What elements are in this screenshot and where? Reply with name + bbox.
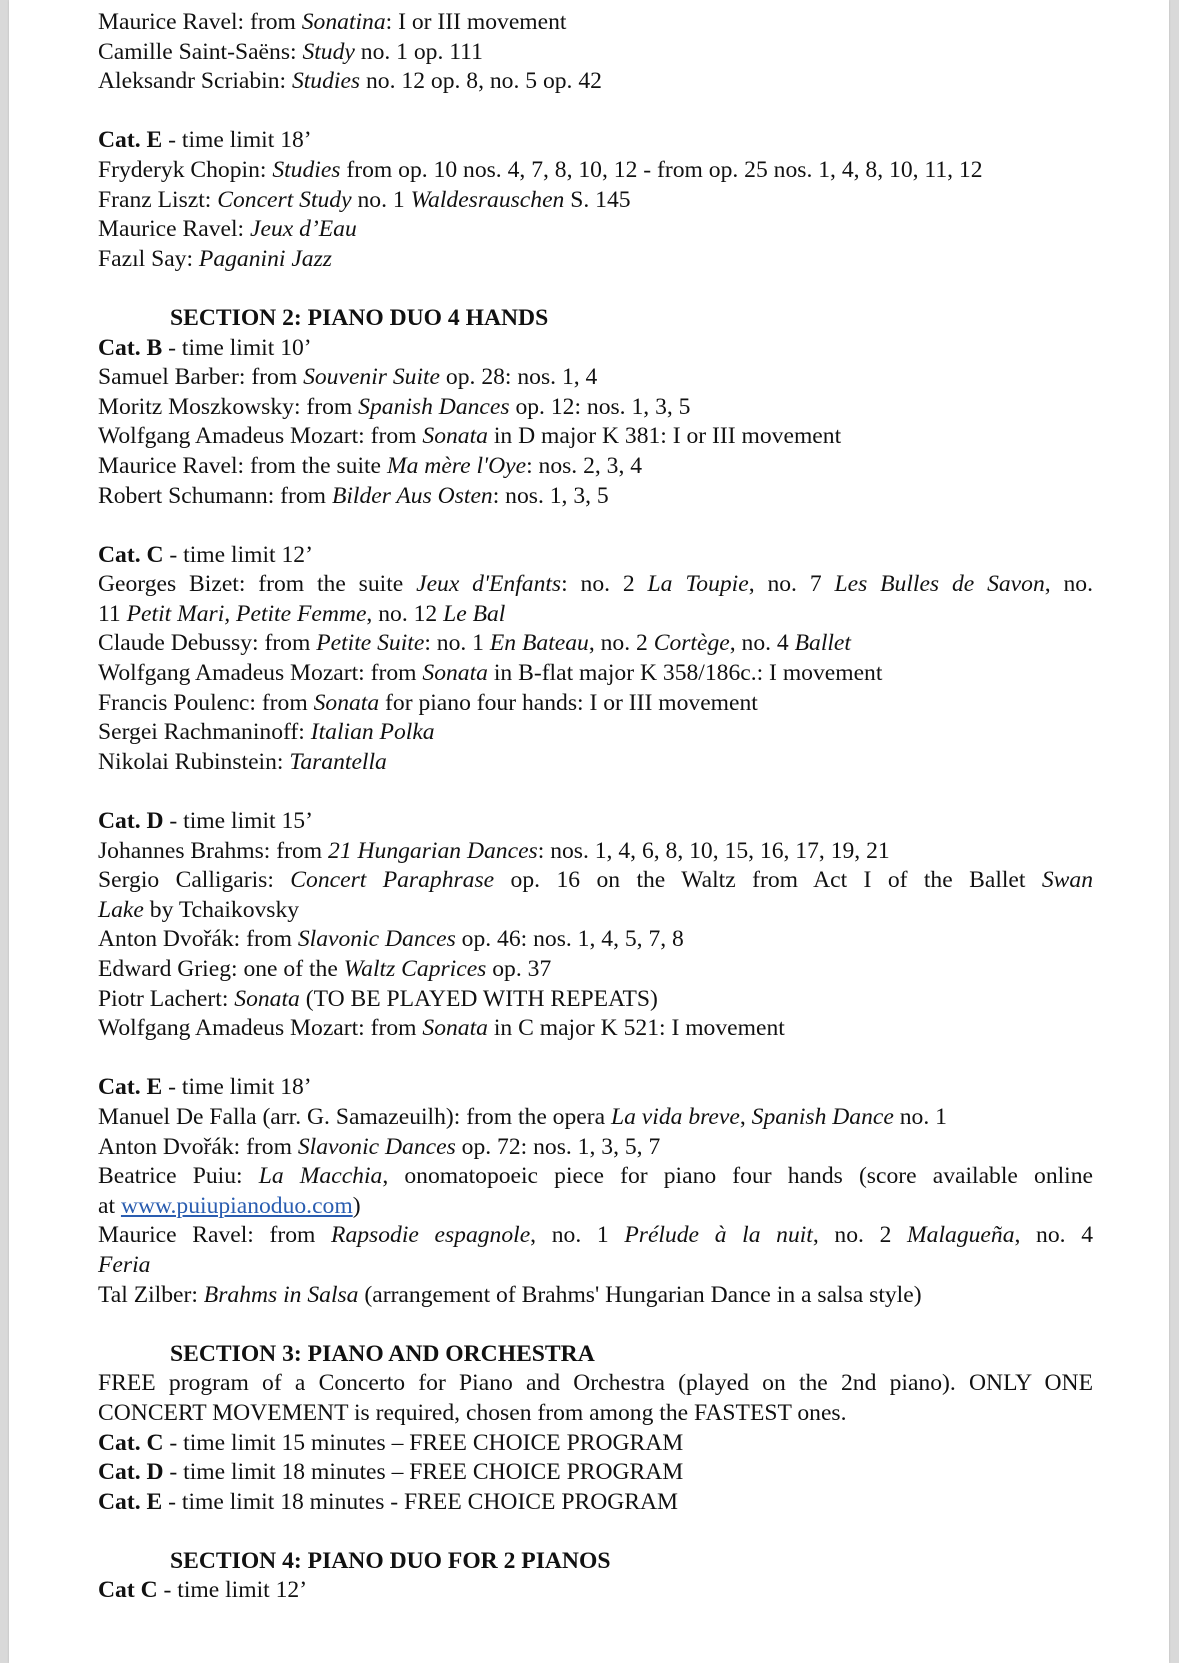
text-line <box>98 1458 1093 1488</box>
text-run: : nos. 2, 3, 4 <box>526 452 643 479</box>
text-line <box>98 1162 1093 1192</box>
text-line <box>98 156 1093 186</box>
text-run: , no. 12 <box>366 600 444 627</box>
text-line <box>98 570 1093 600</box>
text-run: Moritz Moszkowsky: from <box>98 393 359 420</box>
work-title: Waldesrauschen <box>410 186 565 213</box>
text-run: (arrangement of Brahms' Hungarian Dance in a salsa style) <box>358 1281 922 1308</box>
text-line <box>98 1488 1093 1518</box>
document-body <box>98 8 1093 1606</box>
text-line <box>98 1221 1093 1251</box>
text-line <box>98 1399 1093 1429</box>
text-line <box>98 1281 1093 1311</box>
text-line <box>98 1576 1093 1606</box>
paragraph-spacer <box>98 1044 1093 1074</box>
text-line <box>98 896 1093 926</box>
text-run: , <box>739 1103 752 1130</box>
work-title: Study <box>302 38 355 65</box>
paragraph-spacer <box>98 1310 1093 1340</box>
category-label: Cat. E <box>98 127 163 154</box>
text-run: Wolfgang Amadeus Mozart: from <box>98 1015 423 1042</box>
work-title: Lake <box>98 896 144 923</box>
text-run: Maurice Ravel: <box>98 216 250 243</box>
text-run: , no. 1 <box>530 1222 625 1249</box>
text-run: Maurice Ravel: from <box>98 9 302 35</box>
text-line <box>98 925 1093 955</box>
work-title: 21 Hungarian Dances <box>328 837 538 864</box>
text-line <box>98 718 1093 748</box>
text-run: no. 1 op. 111 <box>354 38 483 65</box>
work-title: Jeux d'Enfants <box>416 571 562 598</box>
text-line <box>98 659 1093 689</box>
text-run: Georges Bizet: from the suite <box>98 571 417 598</box>
text-run: - time limit 10’ <box>162 334 312 361</box>
text-run: Wolfgang Amadeus Mozart: from <box>98 660 423 687</box>
text-run: Anton Dvořák: from <box>98 926 298 953</box>
text-run: Aleksandr Scriabin: <box>98 68 292 95</box>
text-line <box>98 334 1093 364</box>
text-run: Anton Dvořák: from <box>98 1133 298 1160</box>
work-title: En Bateau <box>489 630 589 657</box>
text-line <box>98 126 1093 156</box>
text-run: Wolfgang Amadeus Mozart: from <box>98 423 423 450</box>
text-run: : no. 1 <box>424 630 490 657</box>
text-line <box>98 215 1093 245</box>
text-line <box>98 866 1093 896</box>
text-line <box>98 452 1093 482</box>
work-title: Feria <box>98 1251 151 1278</box>
work-title: Les Bulles de Savon <box>834 571 1045 598</box>
text-run: Claude Debussy: from <box>98 630 317 657</box>
work-title: Ballet <box>794 630 851 657</box>
text-run: Manuel De Falla (arr. G. Samazeuilh): from the opera <box>98 1103 611 1130</box>
text-run: by Tchaikovsky <box>143 896 300 923</box>
text-run: at <box>98 1192 121 1219</box>
text-line <box>98 955 1093 985</box>
text-run: , no. 4 <box>729 630 795 657</box>
text-run: op. 46: nos. 1, 4, 5, 7, 8 <box>455 926 684 953</box>
work-title: Slavonic Dances <box>297 926 456 953</box>
text-run: Sergei Rachmaninoff: <box>98 719 311 746</box>
text-line <box>98 837 1093 867</box>
text-run: CONCERT MOVEMENT is required, chosen from among the FASTEST ones. <box>98 1399 847 1426</box>
category-label: Cat C <box>98 1577 158 1604</box>
work-title: Sonata <box>422 423 488 450</box>
section-heading <box>98 304 1093 334</box>
text-line <box>98 629 1093 659</box>
text-run: : nos. 1, 4, 6, 8, 10, 15, 16, 17, 19, 21 <box>537 837 890 864</box>
category-label: Cat. C <box>98 541 164 568</box>
text-line <box>98 689 1093 719</box>
text-run: - time limit 18 minutes - FREE CHOICE PROGRAM <box>162 1488 679 1515</box>
work-title: Studies <box>272 156 341 183</box>
text-run: Fryderyk Chopin: <box>98 156 273 183</box>
text-run: Piotr Lachert: <box>98 985 235 1012</box>
text-line <box>98 8 1093 38</box>
text-run: 11 <box>98 600 127 627</box>
text-run: , no. 2 <box>812 1222 908 1249</box>
work-title: La vida breve <box>610 1103 740 1130</box>
work-title: Spanish Dances <box>358 393 510 420</box>
text-run: - time limit 18’ <box>162 1074 312 1101</box>
text-line <box>98 67 1093 97</box>
text-run: no. 1 <box>893 1103 947 1130</box>
text-run: : I or III movement <box>385 9 567 35</box>
work-title: Sonata <box>234 985 300 1012</box>
work-title: Prélude à la nuit <box>624 1222 813 1249</box>
text-run: from op. 10 nos. 4, 7, 8, 10, 12 - from op. 25 nos. 1, 4, 8, 10, 11, 12 <box>340 156 983 183</box>
text-run: op. 37 <box>486 956 552 982</box>
category-label: Cat. D <box>98 808 164 835</box>
category-label: Cat. B <box>98 334 163 361</box>
work-title: Concert Study <box>217 186 352 213</box>
work-title: Cortège <box>653 630 730 657</box>
work-title: Tarantella <box>289 748 387 775</box>
text-run: in C major K 521: I movement <box>487 1015 785 1042</box>
text-run: : nos. 1, 3, 5 <box>492 482 609 509</box>
text-run: Maurice Ravel: from <box>98 1222 332 1249</box>
text-run: - time limit 18’ <box>162 127 312 154</box>
section-heading <box>98 1340 1093 1370</box>
category-label: Cat. E <box>98 1074 163 1101</box>
text-line <box>98 1429 1093 1459</box>
work-title: Souvenir Suite <box>303 364 441 391</box>
text-line <box>98 541 1093 571</box>
document-page <box>9 0 1169 1663</box>
text-run: SECTION 2: PIANO DUO 4 HANDS <box>170 304 549 331</box>
text-line <box>98 38 1093 68</box>
text-line <box>98 422 1093 452</box>
text-line <box>98 186 1093 216</box>
text-run: Sergio Calligaris: <box>98 867 291 894</box>
text-line <box>98 245 1093 275</box>
text-line <box>98 1073 1093 1103</box>
text-line <box>98 985 1093 1015</box>
paragraph-spacer <box>98 97 1093 127</box>
text-run: - time limit 18 minutes – FREE CHOICE PROGRAM <box>163 1459 684 1486</box>
paragraph-spacer <box>98 274 1093 304</box>
work-title: Swan <box>1041 867 1094 894</box>
text-run: op. 12: nos. 1, 3, 5 <box>509 393 691 420</box>
text-run: SECTION 3: PIANO AND ORCHESTRA <box>170 1340 595 1367</box>
text-run: op. 16 on the Waltz from Act I of the Ballet <box>494 867 1042 894</box>
text-line <box>98 1251 1093 1281</box>
text-line <box>98 482 1093 512</box>
work-title: Paganini Jazz <box>198 245 332 272</box>
text-run: , no. <box>1044 571 1094 598</box>
text-run: no. 12 op. 8, no. 5 op. 42 <box>360 68 602 95</box>
text-run: Francis Poulenc: from <box>98 689 314 716</box>
text-line <box>98 807 1093 837</box>
work-title: Jeux d’Eau <box>250 216 357 243</box>
text-line <box>98 363 1093 393</box>
work-title: Petite Suite <box>316 630 425 657</box>
text-run: Tal Zilber: <box>98 1281 204 1308</box>
work-title: Waltz Caprices <box>343 956 487 982</box>
text-run: - time limit 12’ <box>157 1577 308 1604</box>
text-run: Johannes Brahms: from <box>98 837 329 864</box>
paragraph-spacer <box>98 777 1093 807</box>
work-title: Ma mère l'Oye <box>386 452 527 479</box>
text-run: in B-flat major K 358/186c.: I movement <box>487 660 883 687</box>
section-heading <box>98 1547 1093 1577</box>
text-line <box>98 1192 1093 1222</box>
text-run: - time limit 15 minutes – FREE CHOICE PROGRAM <box>163 1429 684 1456</box>
text-run: S. 145 <box>564 186 631 213</box>
text-run: op. 72: nos. 1, 3, 5, 7 <box>455 1133 661 1160</box>
text-run: FREE program of a Concerto for Piano and Orchestra (played on the 2nd piano). ONLY ONE <box>98 1370 1093 1397</box>
text-line <box>98 1133 1093 1163</box>
text-line <box>98 1369 1093 1399</box>
category-label: Cat. E <box>98 1488 163 1515</box>
text-run: : no. 2 <box>561 571 648 598</box>
work-title: La Toupie <box>647 571 749 598</box>
paragraph-spacer <box>98 511 1093 541</box>
category-label: Cat. C <box>98 1429 164 1456</box>
work-title: Le Bal <box>443 600 506 627</box>
work-title: Bilder Aus Osten <box>331 482 493 509</box>
text-run: Samuel Barber: from <box>98 364 304 391</box>
work-title: Malagueña <box>907 1222 1015 1249</box>
text-run: no. 1 <box>351 186 411 213</box>
work-title: Italian Polka <box>310 719 435 746</box>
work-title: Sonata <box>313 689 380 716</box>
text-run: Franz Liszt: <box>98 186 218 213</box>
text-run: Edward Grieg: one of the <box>98 956 344 982</box>
work-title: Sonata <box>422 1015 488 1042</box>
text-run: , onomatopoeic piece for piano four hands (score available online <box>382 1163 1093 1190</box>
text-line <box>98 1103 1093 1133</box>
work-title: Sonatina <box>301 9 386 35</box>
text-line <box>98 748 1093 778</box>
text-run: Camille Saint-Saëns: <box>98 38 303 65</box>
text-run: Fazıl Say: <box>98 245 199 272</box>
text-run: in D major K 381: I or III movement <box>487 423 842 450</box>
work-title: Petit Mari, Petite Femme <box>126 600 367 627</box>
work-title: Rapsodie espagnole <box>331 1222 531 1249</box>
text-run: ) <box>352 1192 361 1219</box>
text-run: , no. 2 <box>588 630 654 657</box>
text-run: Beatrice Puiu: <box>98 1163 259 1190</box>
work-title: Brahms in Salsa <box>203 1281 359 1308</box>
work-title: Sonata <box>422 660 488 687</box>
text-run: Maurice Ravel: from the suite <box>98 452 387 479</box>
text-run: (TO BE PLAYED WITH REPEATS) <box>299 985 658 1012</box>
text-run: , no. 4 <box>1014 1222 1094 1249</box>
work-title: La Macchia <box>258 1163 383 1190</box>
category-label: Cat. D <box>98 1459 164 1486</box>
text-line <box>98 600 1093 630</box>
text-run: - time limit 15’ <box>163 808 313 835</box>
work-title: Slavonic Dances <box>297 1133 456 1160</box>
work-title: Studies <box>291 68 361 95</box>
text-run: , no. 7 <box>748 571 835 598</box>
work-title: Concert Paraphrase <box>290 867 495 894</box>
paragraph-spacer <box>98 1517 1093 1547</box>
text-run: Robert Schumann: from <box>98 482 332 509</box>
website-link[interactable]: www.puiupianoduo.com <box>120 1192 353 1219</box>
text-run: op. 28: nos. 1, 4 <box>440 364 598 391</box>
text-run: - time limit 12’ <box>163 541 313 568</box>
text-line <box>98 393 1093 423</box>
work-title: Spanish Dance <box>751 1103 894 1130</box>
text-run: Nikolai Rubinstein: <box>98 748 290 775</box>
text-line <box>98 1014 1093 1044</box>
text-run: SECTION 4: PIANO DUO FOR 2 PIANOS <box>170 1547 611 1574</box>
text-run: for piano four hands: I or III movement <box>379 689 758 716</box>
